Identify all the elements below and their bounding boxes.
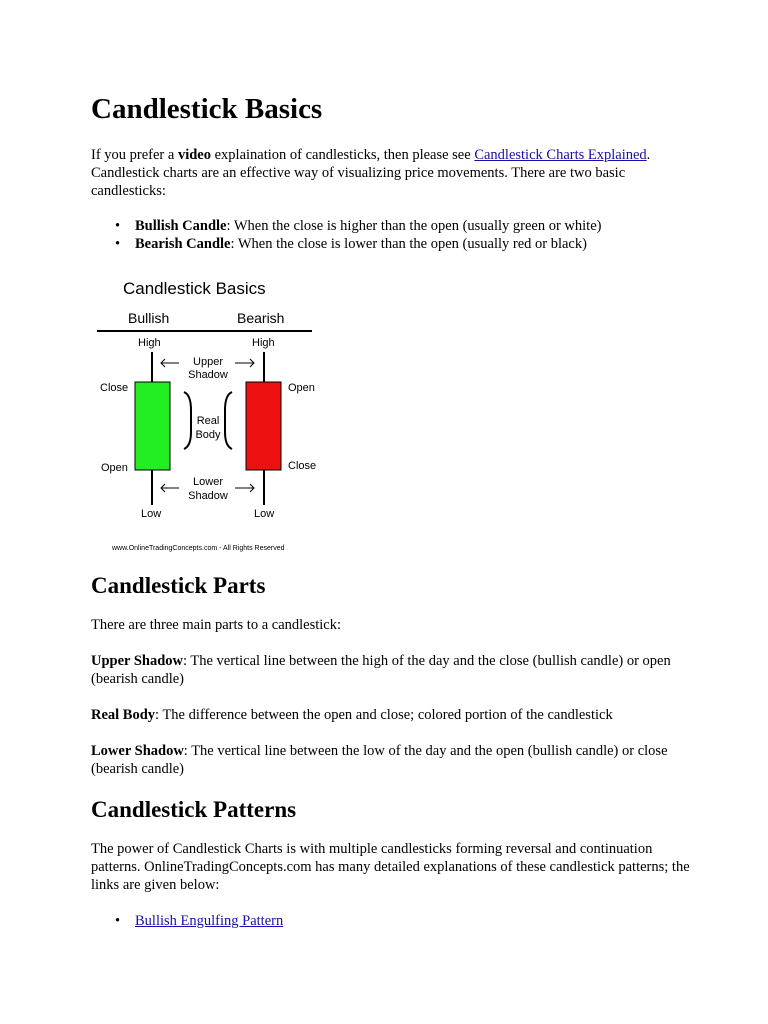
bullish-candle-body <box>135 382 170 470</box>
label-low-right: Low <box>254 508 275 520</box>
diagram-svg <box>91 270 331 560</box>
list-item-bullish <box>91 217 711 235</box>
real-body-term: Real Body <box>91 707 156 723</box>
label-lower-shadow-line1: Lower <box>193 476 223 488</box>
lower-shadow-paragraph <box>91 742 691 778</box>
label-upper-shadow-line1: Upper <box>193 356 223 368</box>
upper-shadow-term: Upper Shadow <box>91 653 183 669</box>
bullish-candle-term: Bullish Candle <box>135 218 227 234</box>
diagram-bullish-label: Bullish <box>128 310 170 326</box>
label-low-left: Low <box>141 508 162 520</box>
real-body-right-bracket <box>225 392 232 449</box>
section-heading-parts: Candlestick Parts <box>91 573 266 598</box>
parts-intro: There are three main parts to a candlestick: <box>91 617 342 633</box>
diagram-credit: www.OnlineTradingConcepts.com - All Rights Reserved <box>112 545 285 552</box>
lower-shadow-left-arrow <box>161 484 179 492</box>
label-upper-shadow-line2: Shadow <box>188 369 228 381</box>
upper-shadow-right-arrow <box>235 359 254 367</box>
candlestick-basics-diagram <box>91 270 331 560</box>
intro-text-1: If you prefer a <box>91 147 178 163</box>
basics-list <box>91 217 711 253</box>
label-close-left: Close <box>100 382 129 394</box>
intro-text-2: explaination of candlesticks, then please see <box>210 147 475 163</box>
real-body-desc: : The difference between the open and close; colored portion of the candlestick <box>155 707 613 723</box>
patterns-link-list <box>91 912 711 930</box>
lower-shadow-desc: : The vertical line between the low of the day and the open (bullish candle) or close (bearish candle) <box>91 743 668 777</box>
page-title: Candlestick Basics <box>91 93 323 125</box>
label-high-right: High <box>252 337 275 349</box>
diagram-bearish-label: Bearish <box>237 310 285 326</box>
intro-bold-video: video <box>177 147 211 163</box>
section-heading-patterns: Candlestick Patterns <box>91 797 297 822</box>
lower-shadow-term: Lower Shadow <box>91 743 184 759</box>
intro-paragraph <box>91 146 691 200</box>
candlestick-charts-explained-link[interactable]: Candlestick Charts Explained <box>474 147 647 163</box>
real-body-left-bracket <box>184 392 191 449</box>
label-real-body-line2: Body <box>195 429 221 441</box>
bearish-candle-desc: : When the close is lower than the open (usually red or black) <box>230 236 587 252</box>
label-close-right: Close <box>288 460 317 472</box>
intro-text-3: . Candlestick charts are an effective way of visualizing price movements. There are two basic candlesticks: <box>91 147 651 199</box>
label-high-left: High <box>138 337 161 349</box>
list-item-bearish <box>91 235 711 253</box>
label-real-body-line1: Real <box>196 415 220 427</box>
bullish-candle-desc: : When the close is higher than the open (usually green or white) <box>226 218 602 234</box>
upper-shadow-desc: : The vertical line between the high of the day and the close (bullish candle) or open (bearish candle) <box>91 653 671 687</box>
lower-shadow-right-arrow <box>235 484 254 492</box>
label-lower-shadow-line2: Shadow <box>188 490 228 502</box>
bullish-engulfing-pattern-link[interactable]: Bullish Engulfing Pattern <box>135 913 284 929</box>
upper-shadow-left-arrow <box>161 359 179 367</box>
diagram-title: Candlestick Basics <box>123 279 266 298</box>
bearish-candle-body <box>246 382 281 470</box>
bearish-candle-term: Bearish Candle <box>135 236 231 252</box>
label-open-right: Open <box>288 382 315 394</box>
label-open-left: Open <box>101 462 128 474</box>
patterns-paragraph: The power of Candlestick Charts is with multiple candlesticks forming reversal and continuation patterns. OnlineTradingConcepts.com has many detailed explanations of these candlestick patterns; the links are given below: <box>91 841 690 893</box>
real-body-paragraph <box>91 706 691 724</box>
upper-shadow-paragraph <box>91 652 691 688</box>
list-item-bullish-engulfing <box>91 912 711 930</box>
